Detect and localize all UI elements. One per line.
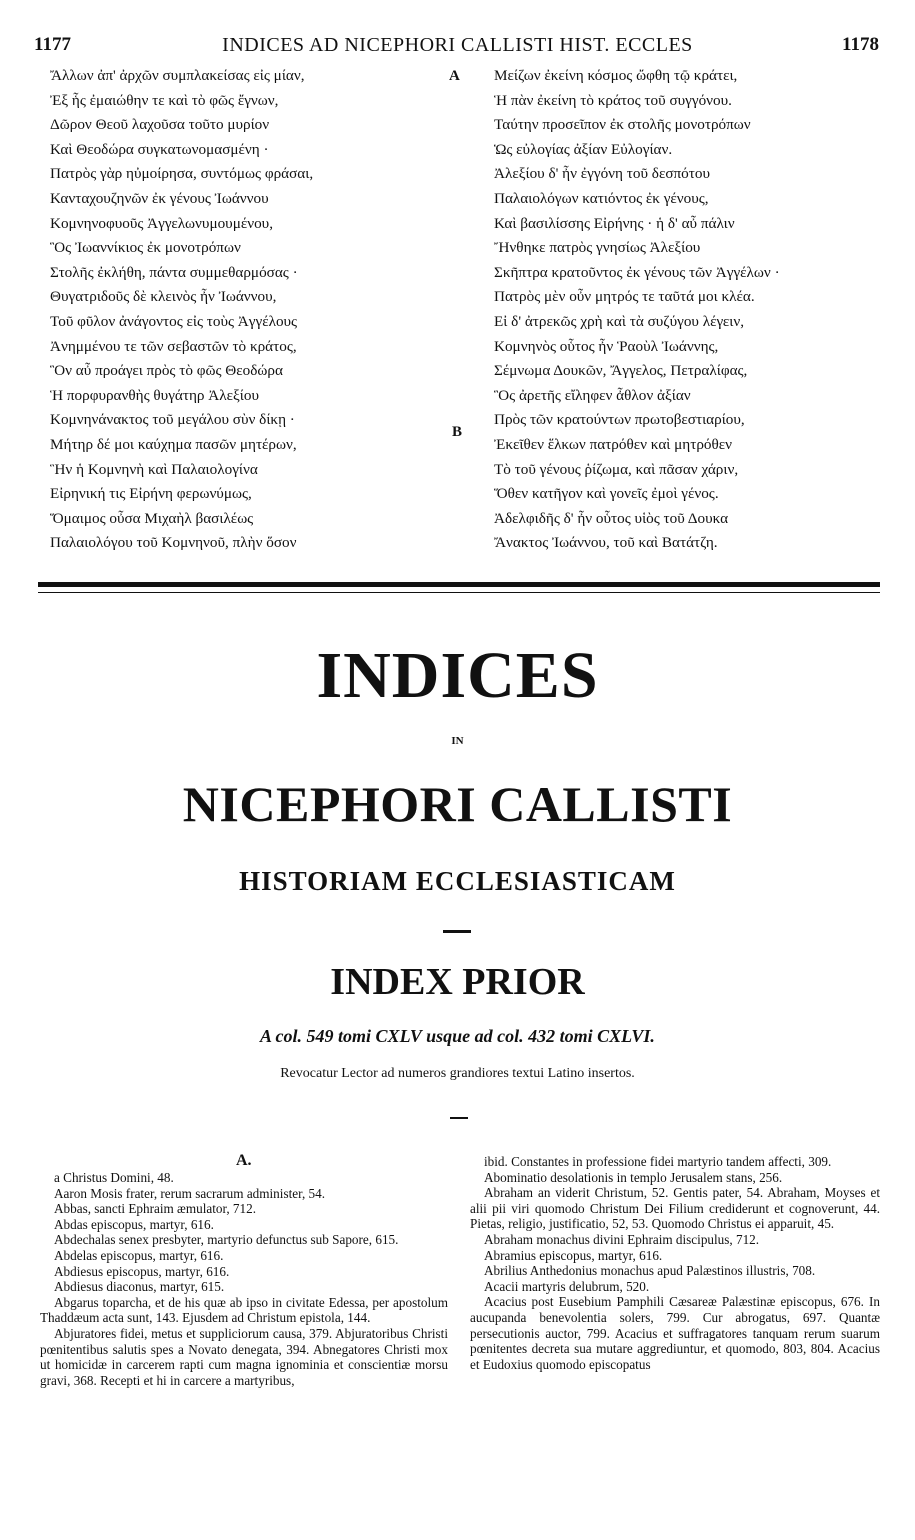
index-entry: Abdiesus episcopus, martyr, 616. (54, 1263, 230, 1279)
verse-line: Ἡ πορφυρανθὴς θυγάτηρ Ἀλεξίου (50, 386, 259, 404)
verse-line: Ὃν αὖ προάγει πρὸς τὸ φῶς Θεοδώρα (50, 362, 283, 380)
index-entry: Acacii martyris delubrum, 520. (484, 1278, 650, 1294)
index-letter-heading: A. (236, 1152, 252, 1169)
column-number-left: 1177 (34, 34, 71, 55)
verse-line: Κομνηνάνακτος τοῦ μεγάλου σὺν δίκῃ · (50, 411, 295, 429)
index-entry: a Christus Domini, 48. (54, 1170, 174, 1185)
column-marker-a: A (449, 68, 460, 84)
section-divider-thick (38, 582, 880, 587)
index-entry: ibid. Constantes in professione fidei martyrio tandem affecti, 309. (484, 1154, 832, 1169)
index-entry: Acacius post Eusebium Pamphili Cæsareæ Palæstinæ episcopus, 676. In aucupanda benevolentia solers, 799. Cur abrogatus, 697. Quantæ persecutionis auctor, 799. Acacius et suffragatores tanquam rerum suarum pœnitentes decreta sua mutare aggrediuntur, et quomodo, 803, 804. Acacius et Eudoxius quomodo episcopatus (470, 1294, 880, 1372)
verse-line: Θυγατριδοῦς δὲ κλεινὸς ἦν Ἰωάννου, (50, 288, 277, 306)
index-entry: Abominatio desolationis in templo Jerusalem stans, 256. (484, 1169, 783, 1185)
running-title: INDICES AD NICEPHORI CALLISTI HIST. ECCLES (222, 34, 693, 56)
verse-line: Εἰ δ' ἀτρεκῶς χρὴ καὶ τὰ συζύγου λέγειν, (494, 312, 745, 330)
verse-line: Ὃς ἀρετῆς εἴληφεν ἆθλον ἀξίαν (494, 386, 691, 404)
page-header (0, 34, 915, 60)
verse-line: Παλαιολόγων κατιόντος ἐκ γένους, (494, 189, 709, 207)
column-number-right: 1178 (842, 34, 879, 55)
verse-line: Καὶ Θεοδώρα συγκατωνομασμένη · (50, 140, 269, 158)
verse-line: Κομνηνοφυοῦς Ἀγγελωνυμουμένου, (50, 214, 273, 232)
verse-line: Παλαιολόγου τοῦ Κομνηνοῦ, πλὴν ὅσον (50, 534, 297, 552)
verse-line: Ἐξ ἧς ἐμαιώθην τε καὶ τὸ φῶς ἔγνων, (50, 91, 279, 109)
verse-line: Μείζων ἐκείνη κόσμος ὤφθη τῷ κράτει, (494, 67, 738, 84)
verse-line: Ἄλλων ἀπ' ἀρχῶν συμπλακείσας εἰς μίαν, (50, 67, 305, 84)
verse-line: Ὅθεν κατῆγον καὶ γονεῖς ἐμοὶ γένος. (494, 485, 719, 503)
verse-line: Κανταχουζηνῶν ἐκ γένους Ἰωάννου (50, 189, 269, 207)
verse-line: Ἀνημμένου τε τῶν σεβαστῶν τὸ κράτος, (50, 337, 297, 355)
title-column-range: A col. 549 tomi CXLV usque ad col. 432 tomi CXLVI. (260, 1026, 655, 1046)
verse-line: Ἄνακτος Ἰωάννου, τοῦ καὶ Βατάτζη. (494, 534, 718, 552)
verse-line: Ἀλεξίου δ' ἦν ἐγγόνη τοῦ δεσπότου (494, 165, 710, 183)
verse-line: Ἡ πὰν ἐκείνη τὸ κράτος τοῦ συγγόνου. (494, 91, 732, 109)
verse-line: Ἤνθηκε πατρὸς γνησίως Ἀλεξίου (494, 239, 701, 257)
index-left-column (40, 1170, 448, 1388)
verse-line: Ὅμαιμος οὖσα Μιχαὴλ βασιλέως (50, 509, 254, 527)
title-indices: INDICES (316, 639, 599, 712)
verse-line: Στολῆς ἐκλήθη, πάντα συμμεθαρμόσας · (50, 263, 298, 281)
verse-line: Πατρὸς γὰρ ηὐμοίρησα, συντόμως φράσαι, (50, 165, 314, 183)
verse-line: Πατρὸς μὲν οὖν μητρός τε ταῦτά μοι κλέα. (494, 288, 755, 306)
index-entry: Abgarus toparcha, et de his quæ ab ipso in civitate Edessa, per apostolum Thaddæum acta sunt, 143. Ejusdem ad Christum epistola, 144. (40, 1294, 448, 1326)
verse-line: Σκῆπτρα κρατοῦντος ἐκ γένους τῶν Ἀγγέλων · (494, 263, 780, 281)
verse-line: Ἣν ἡ Κομνηνὴ καὶ Παλαιολογίνα (50, 460, 258, 478)
title-index-prior: INDEX PRIOR (330, 961, 585, 1003)
verse-line: Ὡς εὐλογίας ἀξίαν Εὐλογίαν. (494, 140, 673, 158)
index-entry: Abraham monachus divini Ephraim discipulus, 712. (484, 1231, 760, 1247)
title-reader-note: Revocatur Lector ad numeros grandiores textui Latino insertos. (280, 1066, 635, 1081)
verse-line: Τὸ τοῦ γένους ῥίζωμα, καὶ πᾶσαν χάριν, (494, 460, 739, 478)
index-entry: Abdiesus diaconus, martyr, 615. (54, 1279, 225, 1295)
title-dash-small (450, 1117, 468, 1119)
index-right-column (470, 1154, 880, 1372)
verse-line: Τοῦ φῦλον ἀνάγοντος εἰς τοὺς Ἀγγέλους (50, 312, 298, 330)
greek-verse-left-column (50, 64, 430, 556)
verse-line: Πρὸς τῶν κρατούντων πρωτοβεστιαρίου, (494, 411, 745, 429)
verse-line: Εἰρηνική τις Εἰρήνη φερωνύμως, (50, 485, 252, 503)
index-entry: Abjuratores fidei, metus et suppliciorum causa, 379. Abjuratoribus Christi pœnitentibus salutis spes a Novato denegata, 394. Abnegatores Christi mox ut homicidæ in carcerem rapti cum magna ignominia et conscientiæ morsu gravi, 368. Recepti et hi in carcere a martyribus, (40, 1325, 448, 1388)
verse-line: Καὶ βασιλίσσης Εἰρήνης · ἡ δ' αὖ πάλιν (494, 214, 735, 232)
title-subject: HISTORIAM ECCLESIASTICAM (239, 866, 676, 896)
index-entry: Aaron Mosis frater, rerum sacrarum administer, 54. (54, 1185, 326, 1201)
index-entry: Abraham an viderit Christum, 52. Gentis pater, 54. Abraham, Moyses et alii pii viri quomodo Christum Dei Filium crediderunt et cognoverunt, 44. Pietas, religio, justificatio, 52, 53. Quomodo Christus ei apparuit, 45. (470, 1185, 880, 1232)
title-in: IN (451, 735, 464, 747)
verse-line: Ἐκεῖθεν ἕλκων πατρόθεν καὶ μητρόθεν (494, 435, 733, 453)
verse-line: Ὃς Ἰωαννίκιος ἐκ μονοτρόπων (50, 239, 241, 257)
verse-line: Δῶρον Θεοῦ λαχοῦσα τοῦτο μυρίον (50, 116, 270, 134)
greek-verse-right-column (494, 64, 894, 556)
verse-line: Ταύτην προσεῖπον ἐκ στολῆς μονοτρόπων (494, 116, 751, 134)
title-author: NICEPHORI CALLISTI (182, 776, 733, 832)
verse-line: Ἀδελφιδῆς δ' ἦν οὗτος υἱὸς τοῦ Δουκα (494, 509, 729, 527)
section-divider-thin (38, 592, 880, 593)
index-entry: Abdas episcopus, martyr, 616. (54, 1216, 214, 1232)
verse-line: Κομνηνὸς οὗτος ἦν Ῥαοὺλ Ἰωάννης, (494, 337, 719, 355)
index-entry: Abdechalas senex presbyter, martyrio defunctus sub Sapore, 615. (54, 1232, 399, 1248)
column-marker-b: B (452, 424, 463, 440)
index-entry: Abdelas episcopus, martyr, 616. (54, 1247, 224, 1263)
title-dash (443, 930, 471, 933)
index-entry: Abbas, sancti Ephraim æmulator, 712. (54, 1201, 257, 1217)
index-entry: Abramius episcopus, martyr, 616. (484, 1247, 663, 1263)
verse-line: Σέμνωμα Δουκῶν, Ἄγγελος, Πετραλίφας, (494, 362, 748, 380)
verse-line: Μήτηρ δέ μοι καύχημα πασῶν μητέρων, (50, 435, 297, 453)
index-entry: Abrilius Anthedonius monachus apud Palæstinos illustris, 708. (484, 1263, 816, 1279)
